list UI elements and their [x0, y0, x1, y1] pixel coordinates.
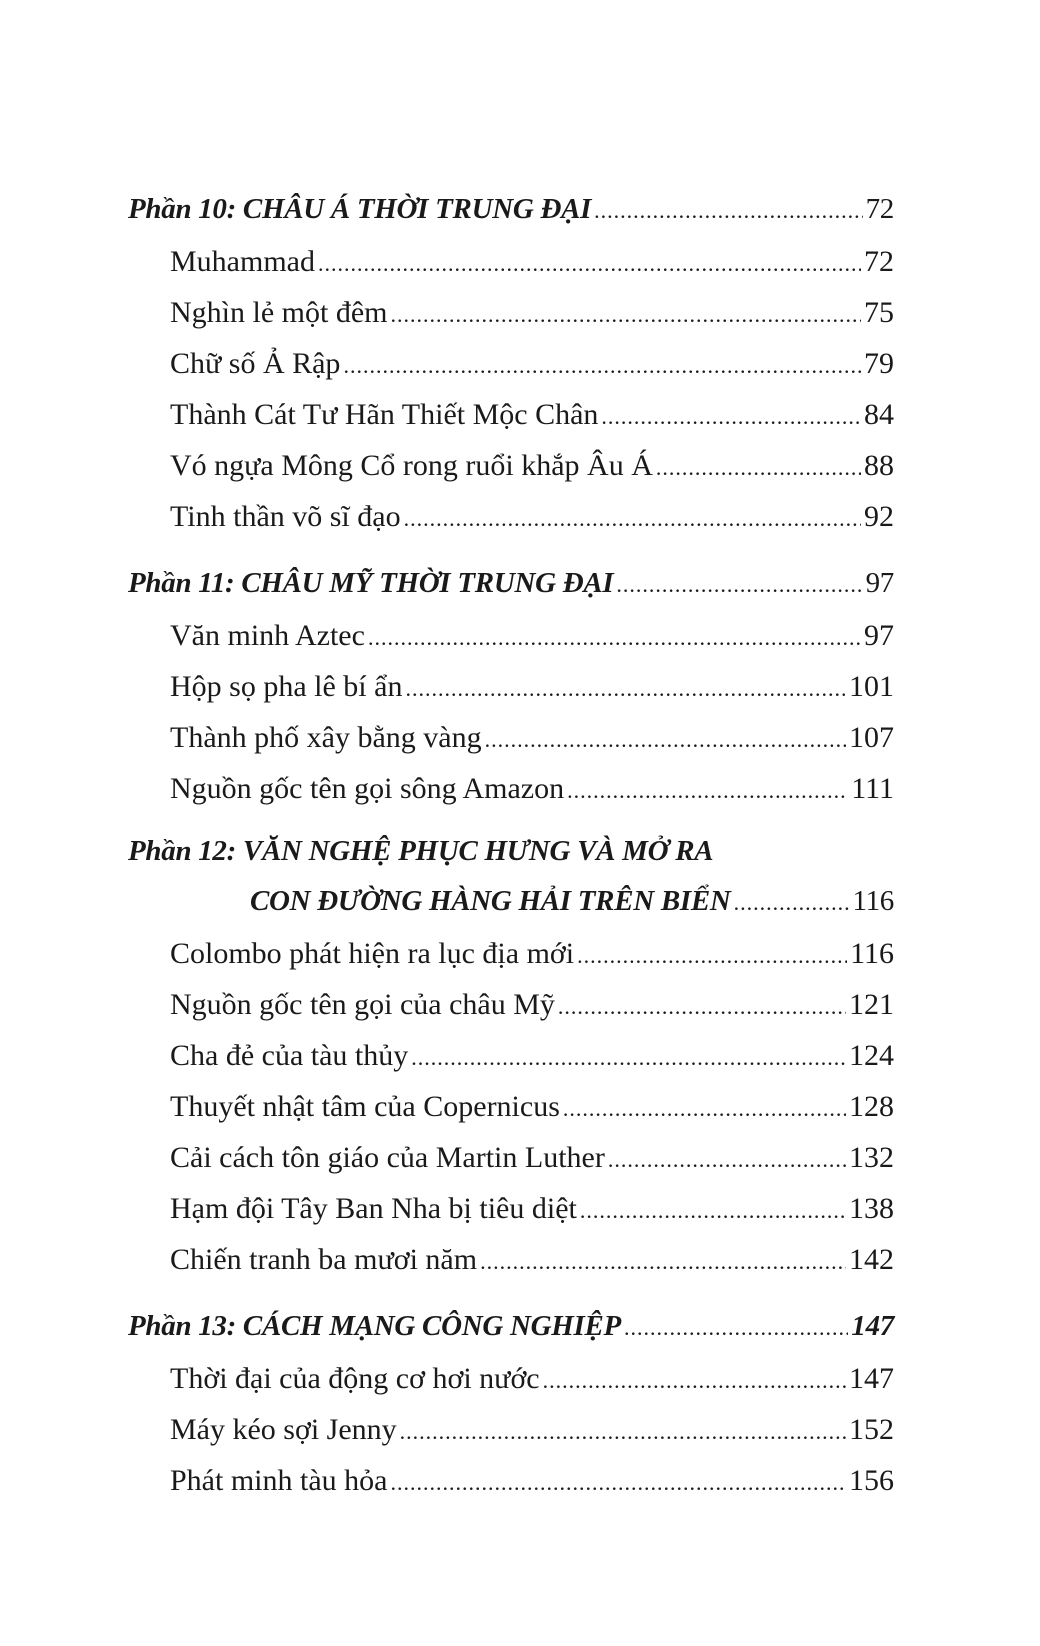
dot-leader	[616, 556, 862, 612]
page-number: 147	[851, 1310, 894, 1342]
page-number: 92	[864, 500, 894, 533]
page-number: 138	[849, 1192, 894, 1225]
page-number: 72	[865, 193, 894, 225]
entry-title: Chữ số Ả Rập	[170, 347, 341, 380]
toc-entry[interactable]	[128, 1183, 894, 1234]
page-number: 147	[849, 1362, 894, 1395]
entry-title: Thuyết nhật tâm của Copernicus	[170, 1090, 560, 1123]
table-of-contents	[128, 182, 894, 1520]
dot-leader	[734, 874, 850, 930]
dot-leader	[485, 712, 846, 765]
toc-heading[interactable]	[128, 182, 894, 236]
entry-title: Văn minh Aztec	[170, 619, 365, 652]
dot-leader	[400, 1404, 846, 1457]
page-number: 107	[849, 721, 894, 754]
heading-title: Phần 10: CHÂU Á THỜI TRUNG ĐẠI	[128, 193, 592, 225]
entry-title: Cha đẻ của tàu thủy	[170, 1039, 409, 1072]
entry-title: Nguồn gốc tên gọi sông Amazon	[170, 772, 565, 805]
entry-title: Thời đại của động cơ hơi nước	[170, 1362, 540, 1395]
dot-leader	[558, 979, 846, 1032]
page-number: 84	[864, 398, 894, 431]
entry-title: Thành Cát Tư Hãn Thiết Mộc Chân	[170, 398, 599, 431]
toc-entry[interactable]	[128, 1030, 894, 1081]
entry-title: Cải cách tôn giáo của Martin Luther	[170, 1141, 605, 1174]
entry-title: Muhammad	[170, 245, 315, 278]
entry-title: Thành phố xây bằng vàng	[170, 721, 482, 754]
page-number: 116	[850, 937, 894, 970]
entry-title: Nghìn lẻ một đêm	[170, 296, 388, 329]
toc-entry[interactable]	[128, 610, 894, 661]
toc-section-12	[128, 828, 894, 1285]
heading-title-line-1[interactable]: Phần 12: VĂN NGHỆ PHỤC HƯNG VÀ MỞ RA	[128, 835, 714, 867]
entry-title: Vó ngựa Mông Cổ rong ruổi khắp Âu Á	[170, 449, 653, 482]
toc-entry[interactable]	[128, 1234, 894, 1285]
dot-leader	[563, 1081, 846, 1134]
page-number: 79	[864, 347, 894, 380]
page-number: 72	[864, 245, 894, 278]
toc-section-10	[128, 182, 894, 542]
page-number: 121	[849, 988, 894, 1021]
dot-leader	[368, 610, 861, 663]
dot-leader	[577, 928, 847, 981]
entry-title: Hộp sọ pha lê bí ẩn	[170, 670, 403, 703]
entry-title: Nguồn gốc tên gọi của châu Mỹ	[170, 988, 555, 1021]
page-number: 128	[849, 1090, 894, 1123]
toc-section-11	[128, 556, 894, 814]
dot-leader	[318, 236, 861, 289]
dot-leader	[608, 1132, 846, 1185]
dot-leader	[567, 763, 848, 816]
page-number: 111	[851, 772, 894, 805]
toc-entry[interactable]	[128, 338, 894, 389]
page-number: 97	[865, 567, 894, 599]
dot-leader	[390, 287, 861, 340]
dot-leader	[594, 182, 862, 238]
toc-heading[interactable]	[128, 874, 894, 928]
entry-title: Phát minh tàu hỏa	[170, 1464, 388, 1497]
dot-leader	[580, 1183, 846, 1236]
dot-leader	[343, 338, 861, 391]
dot-leader	[543, 1353, 846, 1406]
toc-entry[interactable]	[128, 287, 894, 338]
toc-entry[interactable]	[128, 928, 894, 979]
entry-title: Tinh thần võ sĩ đạo	[170, 500, 401, 533]
toc-entry[interactable]	[128, 1455, 894, 1506]
toc-entry[interactable]	[128, 979, 894, 1030]
toc-entry[interactable]	[128, 236, 894, 287]
page-number: 101	[849, 670, 894, 703]
toc-entry[interactable]	[128, 661, 894, 712]
page-number: 75	[864, 296, 894, 329]
toc-entry[interactable]	[128, 440, 894, 491]
dot-leader	[404, 491, 861, 544]
dot-leader	[405, 661, 846, 714]
page-number: 97	[864, 619, 894, 652]
dot-leader	[411, 1030, 846, 1083]
dot-leader	[390, 1455, 846, 1508]
toc-entry[interactable]	[128, 389, 894, 440]
entry-title: Hạm đội Tây Ban Nha bị tiêu diệt	[170, 1192, 577, 1225]
entry-title: Colombo phát hiện ra lục địa mới	[170, 937, 575, 970]
toc-entry[interactable]	[128, 1353, 894, 1404]
dot-leader	[601, 389, 861, 442]
toc-heading[interactable]	[128, 1299, 894, 1353]
heading-title-line-2: CON ĐƯỜNG HÀNG HẢI TRÊN BIỂN	[250, 885, 731, 917]
page-number: 132	[849, 1141, 894, 1174]
page-number: 88	[864, 449, 894, 482]
entry-title: Máy kéo sợi Jenny	[170, 1413, 397, 1446]
toc-entry[interactable]	[128, 1132, 894, 1183]
heading-title: Phần 13: CÁCH MẠNG CÔNG NGHIỆP	[128, 1310, 621, 1342]
page-number: 152	[849, 1413, 894, 1446]
toc-heading[interactable]	[128, 556, 894, 610]
page-number: 124	[849, 1039, 894, 1072]
toc-entry[interactable]	[128, 763, 894, 814]
page-number: 116	[852, 885, 894, 917]
dot-leader	[480, 1234, 846, 1287]
toc-entry[interactable]	[128, 1081, 894, 1132]
toc-entry[interactable]	[128, 1404, 894, 1455]
entry-title: Chiến tranh ba mươi năm	[170, 1243, 478, 1276]
heading-title: Phần 11: CHÂU MỸ THỜI TRUNG ĐẠI	[128, 567, 614, 599]
dot-leader	[624, 1299, 848, 1355]
toc-entry[interactable]	[128, 712, 894, 763]
dot-leader	[656, 440, 861, 493]
page-number: 156	[849, 1464, 894, 1497]
toc-entry[interactable]	[128, 491, 894, 542]
toc-section-13	[128, 1299, 894, 1506]
page-number: 142	[849, 1243, 894, 1276]
